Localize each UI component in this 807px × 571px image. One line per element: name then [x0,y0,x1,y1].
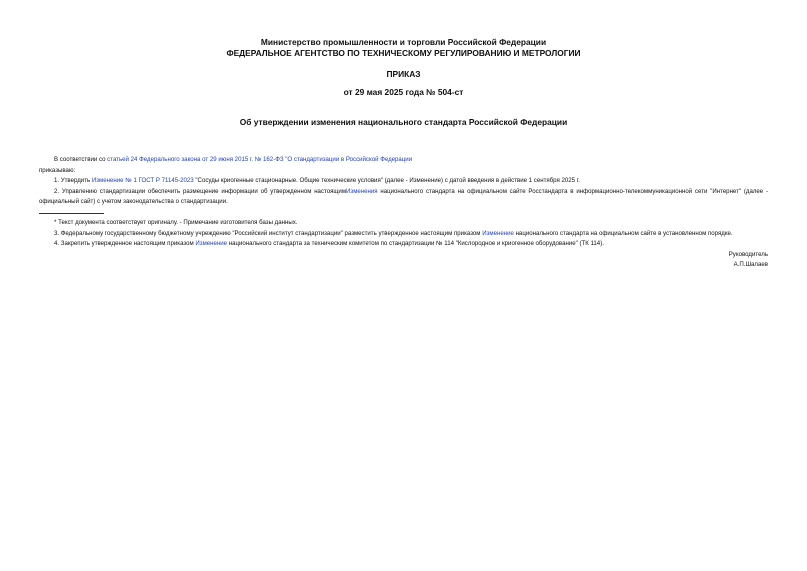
item-3 [39,229,768,240]
item-1 [39,176,768,187]
agency-heading: ФЕДЕРАЛЬНОЕ АГЕНТСТВО ПО ТЕХНИЧЕСКОМУ РЕГУЛИРОВАНИЮ И МЕТРОЛОГИИ [226,48,581,58]
footnote-divider [39,213,104,214]
item-1-rest: "Сосуды криогенные стационарные. Общие технические условия" (далее - Изменение) с датой введения в действие 1 сентября 2025 г. [193,177,580,184]
item-2 [39,187,768,208]
preamble-text: В соответствии со [54,156,108,163]
item-4 [39,239,768,250]
item-2-prefix: 2. Управлению стандартизации обеспечить размещение информации об утвержденном настоящим [54,187,347,195]
item-4-rest: национального стандарта за техническим комитетом по стандартизации № 114 "Кислородное и криогенное оборудование" (ТК 114). [227,240,604,247]
preamble [39,155,768,166]
change-link-4[interactable]: Изменение [195,240,228,247]
change-link-2[interactable]: Изменения [346,187,378,195]
order-body-continued [39,218,768,271]
document-type: ПРИКАЗ [386,69,421,79]
item-3-prefix: 3. Федеральному государственному бюджетному учреждению "Российский институт стандартизации" разместить утвержденное настоящим приказом [54,229,483,237]
signature-name: А.П.Шалаев [733,261,768,268]
item-2-rest: национального стандарта на официальном сайте Росстандарта в информационно-телекоммуникационной сети "Интернет" (далее - официальный сайт) с учетом законодательства о стандартизации. [39,187,768,205]
change-link-3[interactable]: Изменение [482,229,514,237]
item-4-prefix: 4. Закрепить утвержденное настоящим приказом [54,240,196,247]
law-link[interactable]: статьей 24 Федерального закона от 29 июня 2015 г. № 162-ФЗ "О стандартизации в Российской Федерации [107,156,413,163]
item-1-prefix: 1. Утвердить [54,177,92,184]
signature-position: Руководитель [728,250,768,258]
order-body [39,155,768,208]
footnote: * Текст документа соответствует оригиналу. - Примечание изготовителя базы данных. [54,219,298,226]
date-number: от 29 мая 2025 года № 504-ст [343,87,464,97]
standard-change-link[interactable]: Изменение № 1 ГОСТ Р 71145-2023 [91,177,194,184]
ministry-heading: Министерство промышленности и торговли Российской Федерации [260,37,547,47]
orders-line: приказываю: [39,166,76,174]
document-subject: Об утверждении изменения национального стандарта Российской Федерации [239,117,568,127]
item-3-rest: национального стандарта на официальном сайте в установленном порядке. [513,229,733,237]
